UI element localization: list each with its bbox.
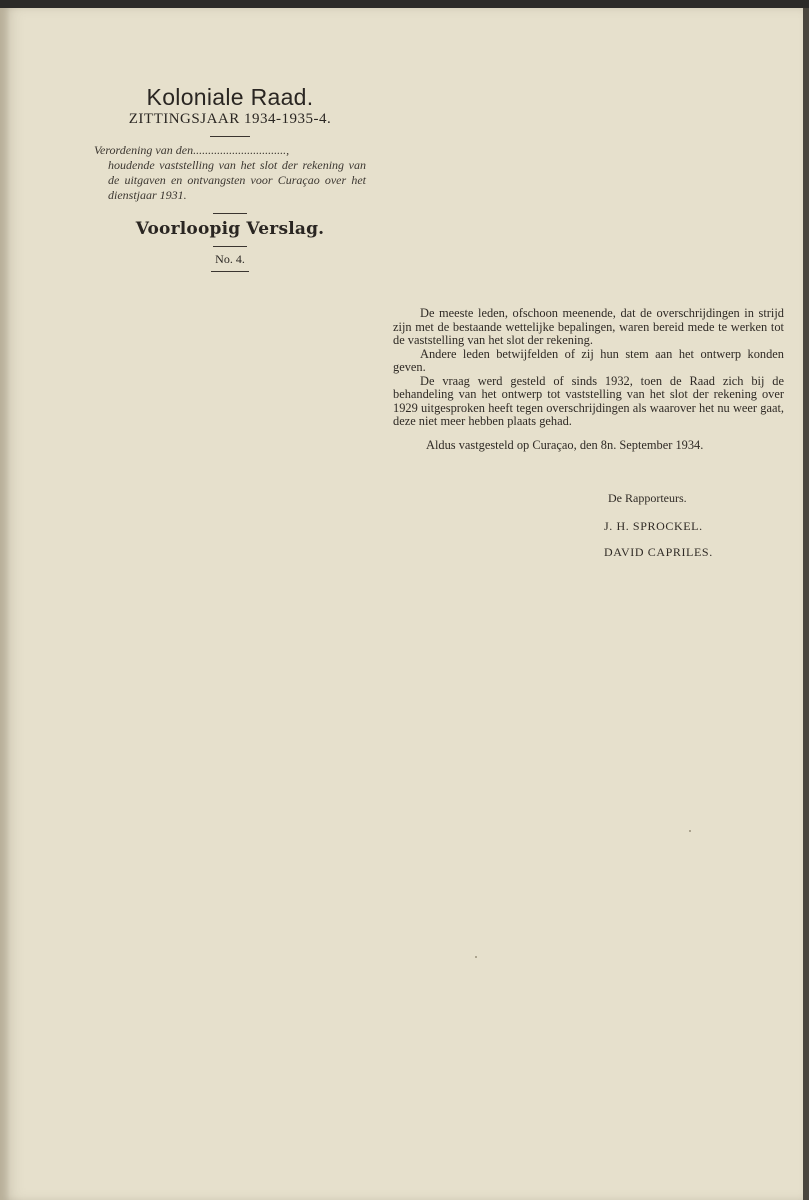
ordinance-subject [94, 143, 366, 203]
page-right-edge [803, 8, 809, 1200]
paper-speck [689, 830, 691, 832]
rapporteurs-label: De Rapporteurs. [608, 491, 687, 505]
session-year: ZITTINGSJAAR 1934-1935-4. [128, 111, 332, 127]
ordinance-subject-line1: Verordening van den..............................., [94, 143, 290, 157]
closing-line: Aldus vastgesteld op Curaçao, den 8n. September 1934. [426, 437, 704, 452]
document-header [94, 74, 366, 272]
body-paragraph: De vraag werd gesteld of sinds 1932, toen de Raad zich bij de behandeling van het ontwerp tot vaststelling van het slot der rekening over 1929 uitgesproken heeft tegen overschrijdingen als waarover het nu weer gaat, deze niet meer hebben plaats gehad. [393, 373, 784, 428]
rapporteur-name-2: DAVID CAPRILES. [604, 545, 713, 559]
header-divider [210, 136, 250, 137]
page-gutter-shadow [0, 8, 10, 1200]
report-type-title: Voorloopig Verslag. [135, 219, 325, 239]
report-number: No. 4. [215, 252, 245, 266]
report-body [393, 307, 784, 452]
paper-speck [475, 956, 477, 958]
rapporteur-name-1: J. H. SPROCKEL. [604, 519, 703, 533]
ordinance-subject-rest: houdende vaststelling van het slot der rekening van de uitgaven en ontvangsten voor Curaçao over het dienstjaar 1931. [108, 158, 366, 202]
subject-divider [213, 213, 247, 214]
document-page [0, 8, 809, 1200]
report-divider [213, 246, 247, 247]
body-paragraph: Andere leden betwijfelden of zij hun stem aan het ontwerp konden geven. [393, 346, 784, 374]
body-paragraph: De meeste leden, ofschoon meenende, dat de overschrijdingen in strijd zijn met de bestaande wettelijke bepalingen, waren bereid mede te werken tot de vaststelling van het slot der rekening. [393, 306, 784, 347]
council-title: Koloniale Raad. [146, 84, 314, 110]
number-divider [211, 271, 249, 272]
